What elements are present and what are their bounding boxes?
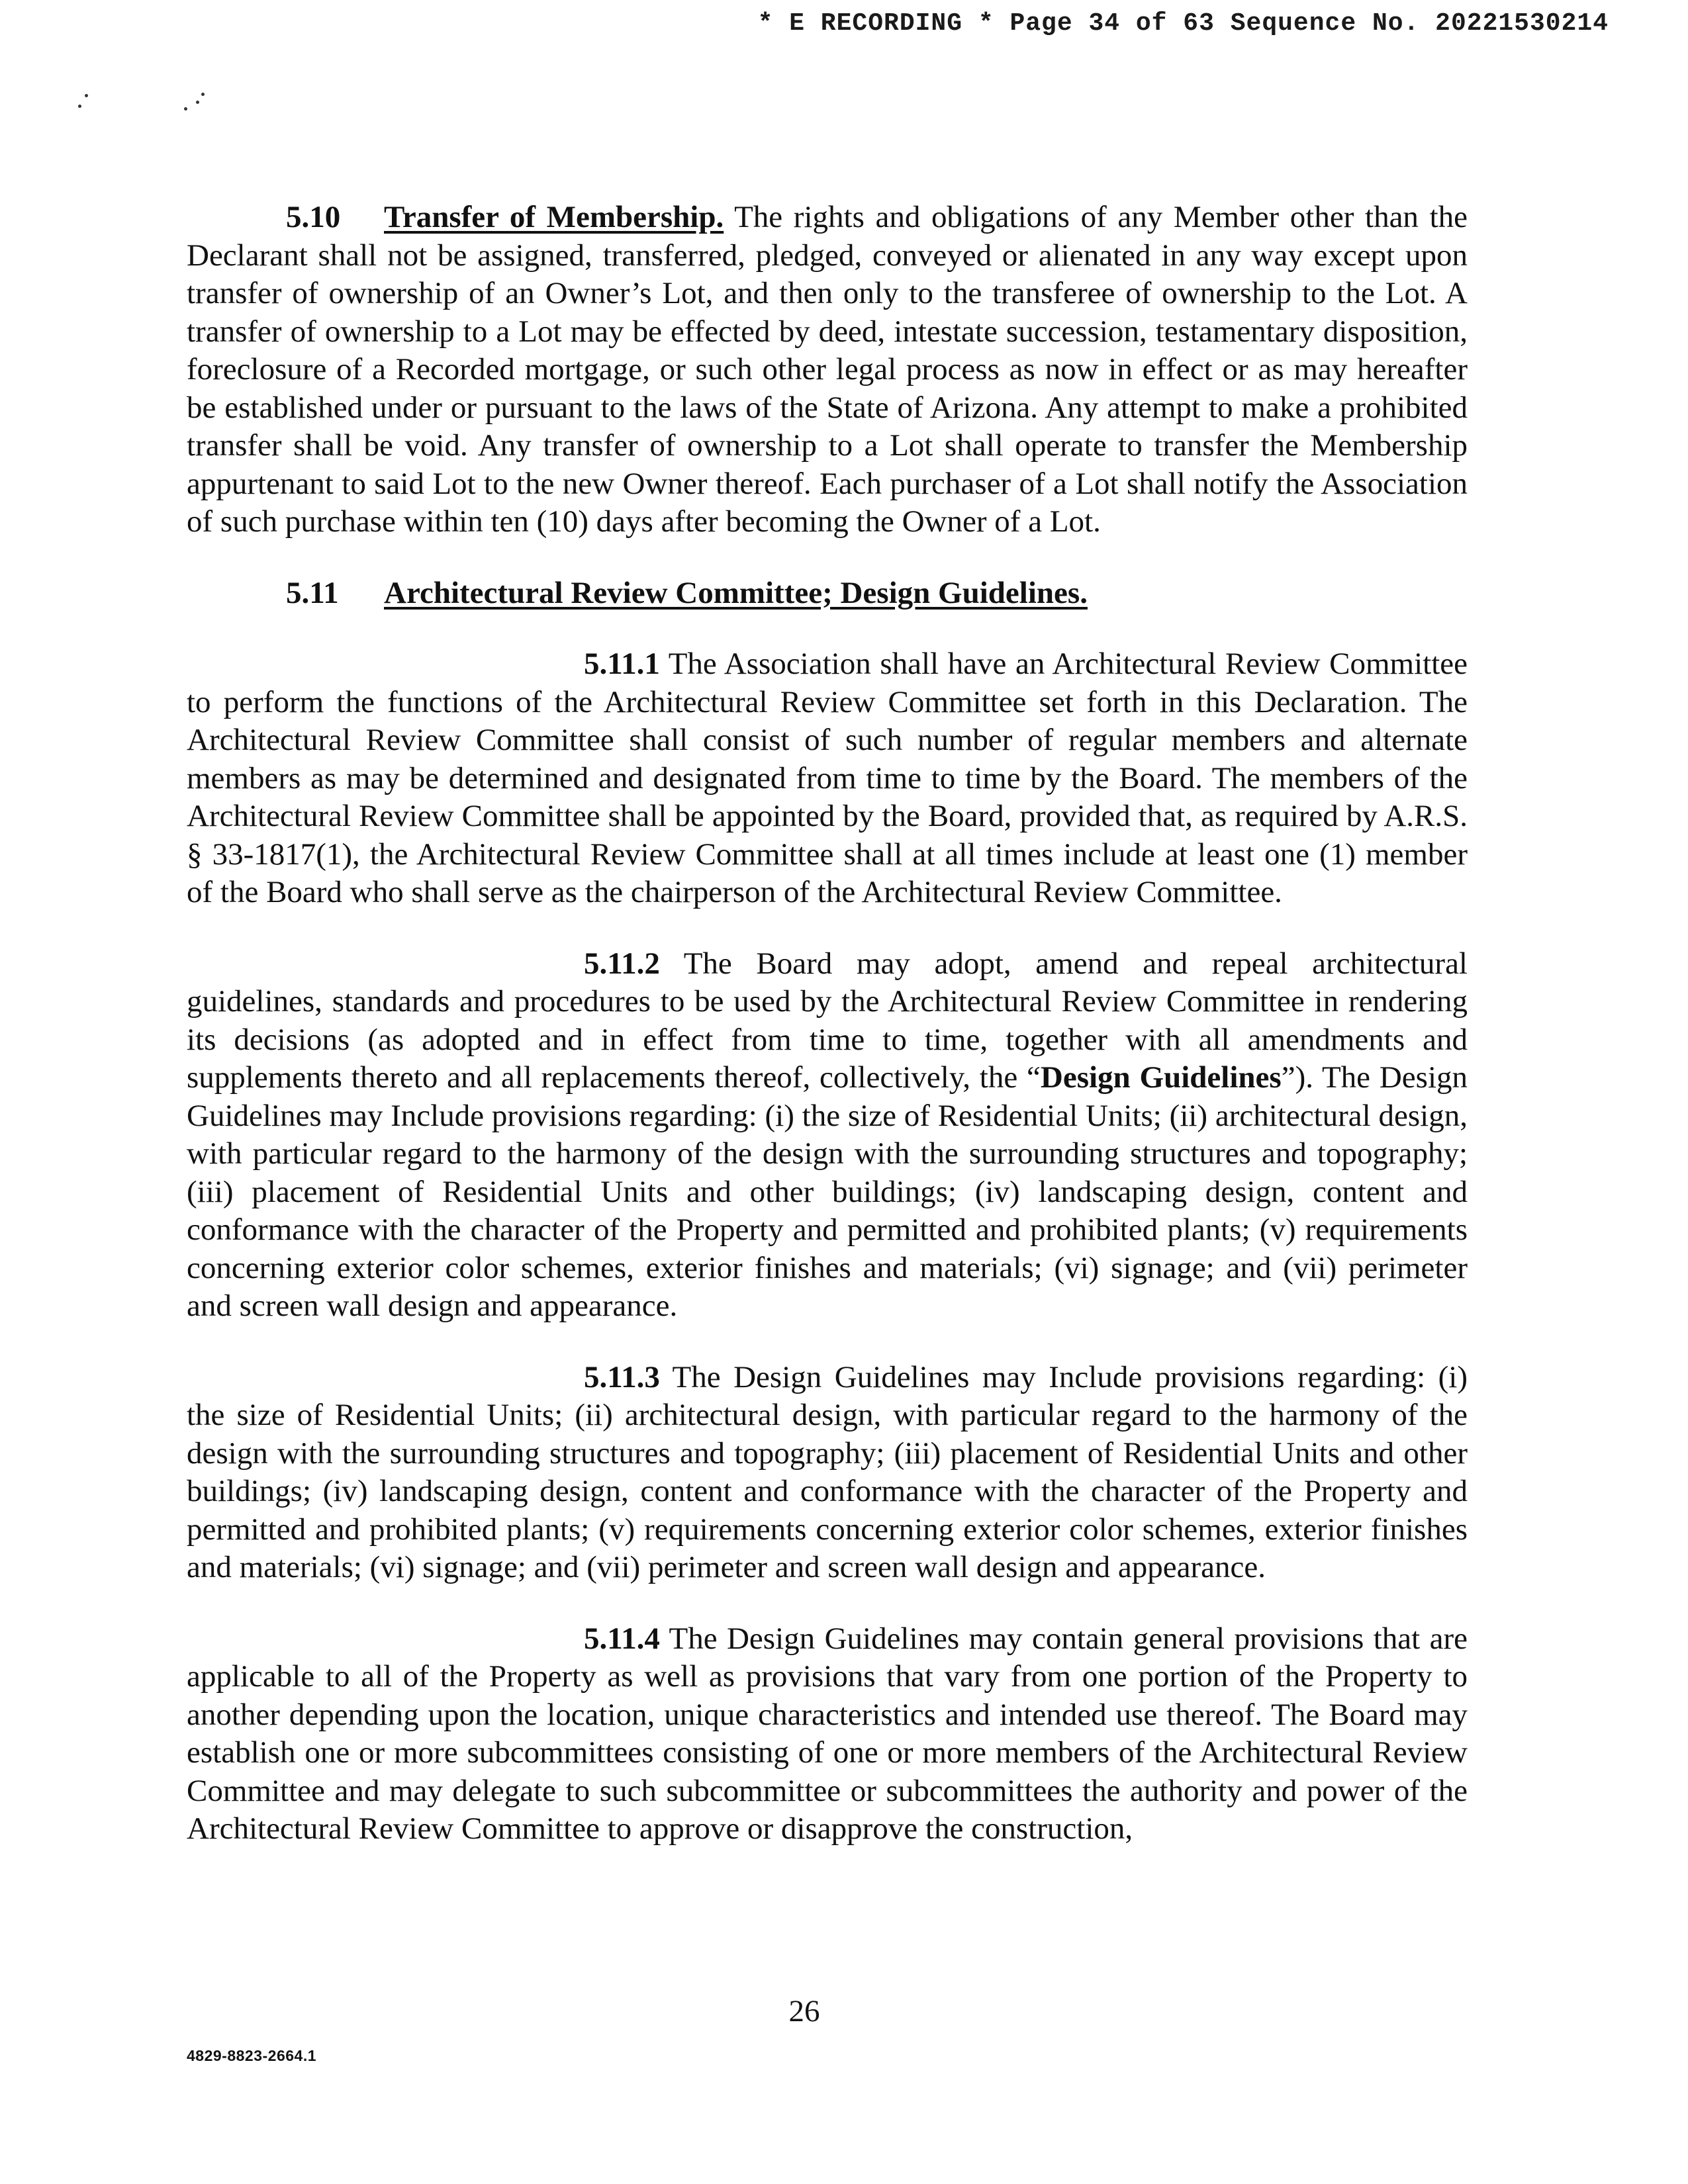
recording-header: * E RECORDING * Page 34 of 63 Sequence No. 20221530214	[757, 9, 1609, 38]
subsection-text-before: The Board may adopt, amend and repeal architectural guidelines, standards and procedures to be used by the Architectural Review Committee in rendering its decisions (as adopted and in effect from time to time, together with all amendments and supplements thereto and all replacements thereof, collectively, the “	[187, 946, 1468, 1095]
page-number: 26	[788, 1994, 820, 2028]
section-5-11-2	[187, 945, 1468, 1326]
section-5-11-3	[187, 1359, 1468, 1587]
section-title: Architectural Review Committee; Design Guidelines.	[384, 575, 1088, 610]
subsection-number: 5.11.4	[584, 1621, 660, 1656]
section-text: The rights and obligations of any Member other than the Declarant shall not be assigned, transferred, pledged, conveyed or alienated in any way except upon transfer of ownership of an Owner’s Lot, and then only to the transferee of ownership to the Lot. A transfer of ownership to a Lot may be effected by deed, intestate succession, testamentary disposition, foreclosure of a Recorded mortgage, or such other legal process as now in effect or as may hereafter be established under or pursuant to the laws of the State of Arizona. Any attempt to make a prohibited transfer shall be void. Any transfer of ownership to a Lot shall operate to transfer the Membership appurtenant to said Lot to the new Owner thereof. Each purchaser of a Lot shall notify the Association of such purchase within ten (10) days after becoming the Owner of a Lot.	[187, 200, 1468, 539]
document-body	[187, 199, 1468, 1848]
section-5-11-4	[187, 1620, 1468, 1848]
subsection-text: The Association shall have an Architectural Review Committee to perform the functions of the Architectural Review Committee set forth in this Declaration. The Architectural Review Committee shall consist of such number of regular members and alternate members as may be determined and designated from time to time by the Board. The members of the Architectural Review Committee shall be appointed by the Board, provided that, as required by A.R.S. § 33-1817(1), the Architectural Review Committee shall at all times include at least one (1) member of the Board who shall serve as the chairperson of the Architectural Review Committee.	[187, 647, 1468, 909]
subsection-number: 5.11.1	[584, 647, 660, 681]
scan-specks	[78, 85, 230, 124]
subsection-text: The Design Guidelines may contain general provisions that are applicable to all of the Property as well as provisions that vary from one portion of the Property to another depending upon the location, unique characteristics and intended use thereof. The Board may establish one or more subcommittees consisting of one or more members of the Architectural Review Committee and may delegate to such subcommittee or subcommittees the authority and power of the Architectural Review Committee to approve or disapprove the construction,	[187, 1621, 1468, 1846]
section-title: Transfer of Membership.	[384, 200, 724, 234]
subsection-text: The Design Guidelines may Include provisions regarding: (i) the size of Residential Units; (ii) architectural design, with particular regard to the harmony of the design with the surrounding structures and topography; (iii) placement of Residential Units and other buildings; (iv) landscaping design, content and conformance with the character of the Property and permitted and prohibited plants; (v) requirements concerning exterior color schemes, exterior finishes and materials; (vi) signage; and (vii) perimeter and screen wall design and appearance.	[187, 1359, 1468, 1584]
section-5-10	[187, 199, 1468, 541]
section-5-11-heading	[187, 574, 1468, 613]
subsection-text-after: ”). The Design Guidelines may Include provisions regarding: (i) the size of Residential Units; (ii) architectural design, with particular regard to the harmony of the design with the surrounding structures and topography; (iii) placement of Residential Units and other buildings; (iv) landscaping design, content and conformance with the character of the Property and permitted and prohibited plants; (v) requirements concerning exterior color schemes, exterior finishes and materials; (vi) signage; and (vii) perimeter and screen wall design and appearance.	[187, 1060, 1468, 1323]
section-number: 5.11	[286, 575, 339, 610]
section-5-11-1	[187, 645, 1468, 912]
subsection-number: 5.11.3	[584, 1359, 660, 1394]
subsection-number: 5.11.2	[584, 946, 660, 981]
document-id: 4829-8823-2664.1	[187, 2047, 316, 2064]
section-number: 5.10	[286, 200, 341, 234]
defined-term: Design Guidelines	[1040, 1060, 1282, 1095]
